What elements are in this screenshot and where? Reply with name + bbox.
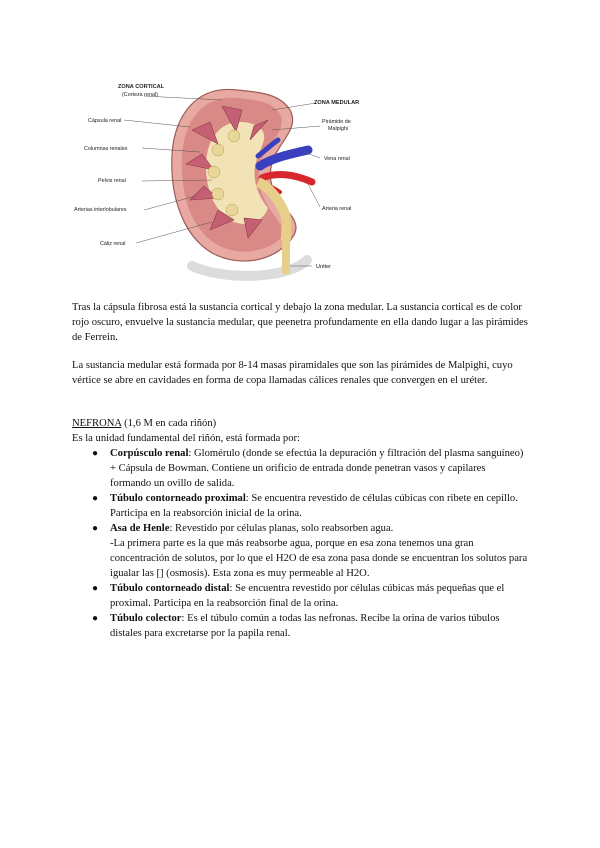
list-item-tubulo-distal <box>72 581 528 611</box>
label-zona-medular: ZONA MEDULAR <box>314 100 360 106</box>
bullet-icon: ● <box>92 523 99 534</box>
bullet-icon: ● <box>92 493 99 504</box>
nefrona-section <box>72 416 528 641</box>
label-arterias-interlobulares: Arterias interlobulares <box>74 207 127 213</box>
item-term: Corpúsculo renal <box>110 448 189 459</box>
item-term: Túbulo contorneado proximal <box>110 493 246 504</box>
label-piramide-2: Malpighi <box>328 126 349 132</box>
item-text: : Se encuentra revestido de células cúbicas con ribete en cepillo. Participa en la reabsorción inicial de la orina. <box>110 493 518 519</box>
kidney-diagram <box>72 70 378 284</box>
item-text: : Glomérulo (donde se efectúa la depuración y filtración del plasma sanguíneo) + Cápsula de Bowman. Contiene un orificio de entrada donde penetran vasos y capilares formando un ovillo de salida. <box>110 448 524 489</box>
item-term: Túbulo contorneado distal <box>110 583 230 594</box>
label-capsula-renal: Cápsula renal <box>88 118 122 124</box>
label-corteza-renal: (Corteza renal) <box>122 92 158 98</box>
kidney-illustration <box>72 70 378 284</box>
item-term: Túbulo colector <box>110 613 182 624</box>
item-extra: -La primera parte es la que más reabsorbe agua, porque en esa zona tenemos una gran concentración de solutos, por lo que el H2O de esa zona pasa donde se encuentran los solutos para igualar las [] (osmosis). Esta zona es muy permeable al H2O. <box>110 538 528 579</box>
label-piramide-1: Pirámide de <box>322 119 351 125</box>
label-ureter: Uréter <box>316 264 331 270</box>
bullet-icon: ● <box>92 448 99 459</box>
section-intro: Es la unidad fundamental del riñón, está formada por: <box>72 433 300 444</box>
label-vena-renal: Vena renal <box>324 156 350 162</box>
list-item-asa-henle <box>72 521 528 581</box>
list-item-corpusculo <box>72 446 528 491</box>
item-text: : Es el túbulo común a todas las nefronas. Recibe la orina de varios túbulos distales para excretarse por la papila renal. <box>110 613 500 639</box>
label-zona-cortical: ZONA CORTICAL <box>118 84 165 90</box>
label-caliz-renal: Cáliz renal <box>100 241 126 247</box>
paragraph-cortex: Tras la cápsula fibrosa está la sustancia cortical y debajo la zona medular. La sustancia cortical es de color rojo oscuro, envuelve la sustancia medular, que peenetra profundamente en ella dando lugar a las pirámides de Ferrein. <box>72 302 528 343</box>
label-columnas-renales: Columnas renales <box>84 146 128 152</box>
nefrona-list <box>72 446 528 641</box>
label-arteria-renal: Arteria renal <box>322 206 352 212</box>
item-text: : Revestido por células planas, solo reabsorben agua. <box>169 523 394 534</box>
bullet-icon: ● <box>92 583 99 594</box>
bullet-icon: ● <box>92 613 99 624</box>
section-heading <box>72 416 528 431</box>
label-pelvis-renal: Pelvis renal <box>98 178 126 184</box>
section-title: NEFRONA <box>72 418 122 429</box>
list-item-tubulo-colector <box>72 611 528 641</box>
paragraph-medulla: La sustancia medular está formada por 8-14 masas piramidales que son las pirámides de Malpighi, cuyo vértice se abre en cavidades en forma de copa llamadas cálices renales que convergen en el uréter. <box>72 360 513 386</box>
item-term: Asa de Henle <box>110 523 170 534</box>
section-title-note: (1,6 M en cada riñón) <box>121 418 217 429</box>
list-item-tubulo-proximal <box>72 491 528 521</box>
item-text: : Se encuentra revestido por células cúbicas más pequeñas que el proximal. Participa en la reabsorción final de la orina. <box>110 583 505 609</box>
